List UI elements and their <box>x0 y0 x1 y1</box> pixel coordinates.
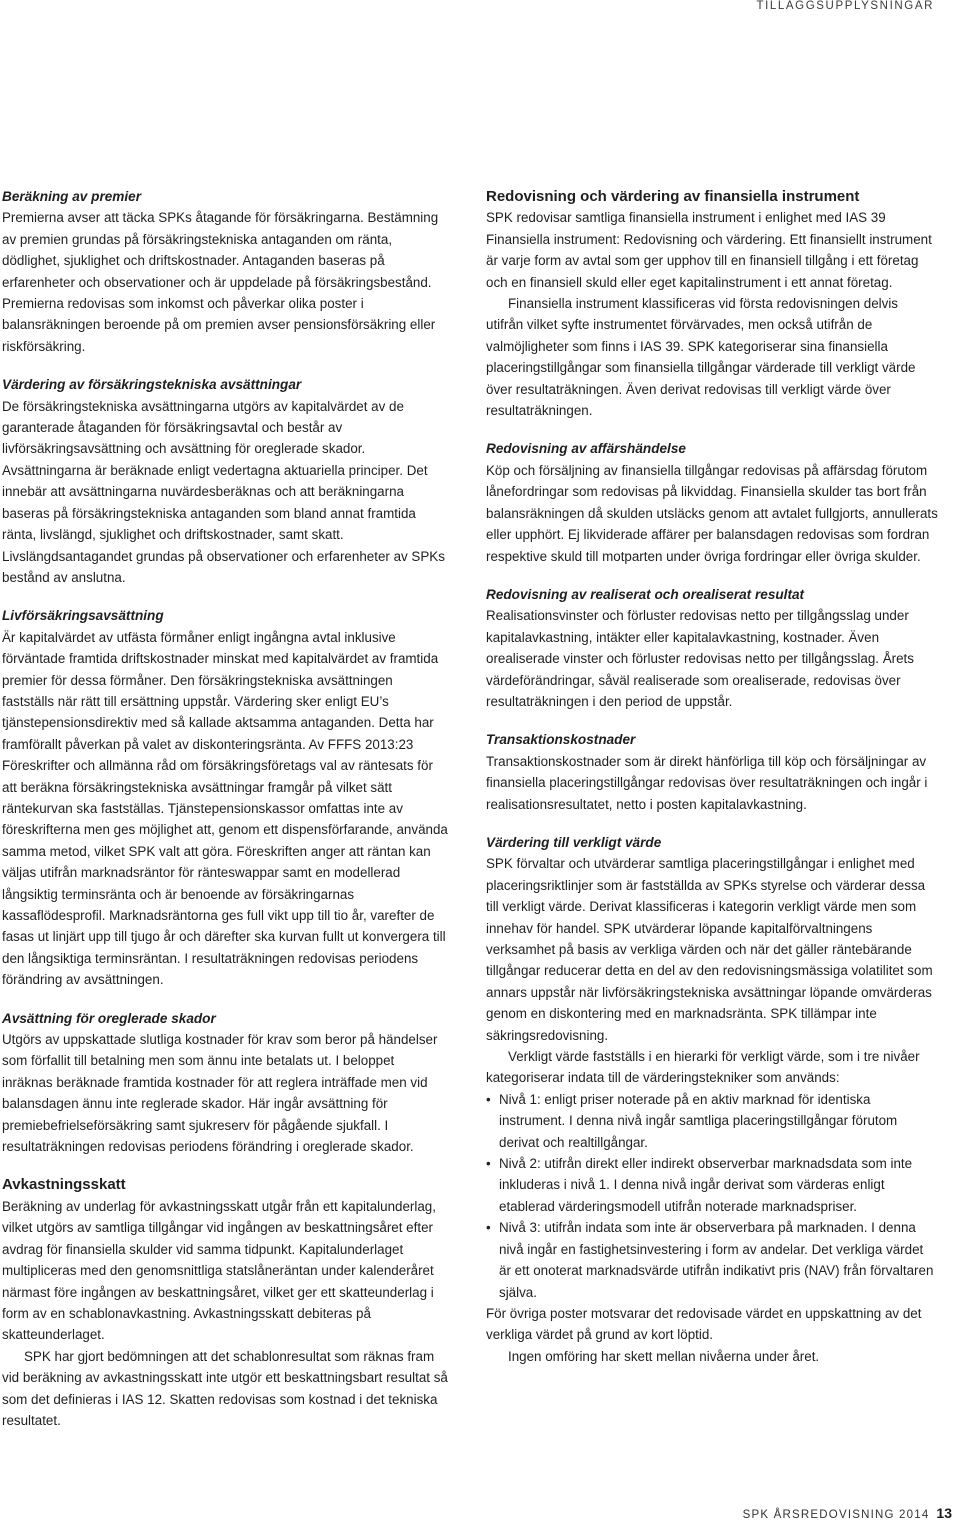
section-vardering-avsattningar <box>2 374 448 588</box>
paragraph: SPK har gjort bedömningen att det schablonresultat som räknas fram vid beräkning av avkastningsskatt inte utgör ett beskattningsbart resultat så som det definieras i IAS 12. Skatten redovisas som kostnad i det tekniska resultatet. <box>2 1348 448 1428</box>
section-heading: Redovisning och värdering av finansiella instrument <box>486 188 860 205</box>
paragraph: Finansiella instrument klassificeras vid första redovisningen delvis utifrån vilket syfte instrumentet förvärvades, men också utifrån de valmöjligheter som finns i IAS 39. SPK kategoriserar sina finansiella placeringstillgångar som finansiella tillgångar värderade till verkligt värde över resultaträkningen. Även derivat redovisas till verkligt värde över resultaträkningen. <box>486 296 916 419</box>
section-heading: Redovisning av affärshändelse <box>486 441 686 457</box>
section-heading: Transaktionskostnader <box>486 732 636 748</box>
section-realiserat-resultat <box>486 584 938 712</box>
section-verkligt-varde <box>486 832 938 1367</box>
paragraph: SPK förvaltar och utvärderar samtliga placeringstillgångar i enlighet med placeringsriktlinjer som är fastställda av SPKs styrelse och värderar dessa till verkligt värde. Derivat klassificeras i kategorin verkligt värde men som innehav för handel. SPK utvärderar löpande kapitalförvaltningens verksamhet på basis av verkliga värden och när det gäller räntebärande tillgångar reducerar detta en del av den redovisningsmässiga volatilitet som annars uppstår när livförsäkringstekniska avsättningar löpande omvärderas genom en diskontering med en marknadsränta. SPK tillämpar inte säkringsredovisning. <box>486 856 933 1043</box>
list-item: • Nivå 3: utifrån indata som inte är observerbara på marknaden. I denna nivå ingår en fastighetsinvestering i form av andelar. Det verkliga värdet är ett onoterat marknadsvärde utifrån indikativt pris (NAV) från förvaltaren själva. <box>486 1217 938 1303</box>
right-column <box>486 186 938 1384</box>
paragraph: Ingen omföring har skett mellan nivåerna under året. <box>508 1348 820 1364</box>
paragraph: SPK redovisar samtliga finansiella instrument i enlighet med IAS 39 Finansiella instrument: Redovisning och värdering. Ett finansiellt instrument är varje form av avtal som ger upphov till en finansiell tillgång i ett företag och en finansiell skuld eller eget kapitalinstrument i ett annat företag. <box>486 210 932 290</box>
section-livforsakringsavsattning <box>2 605 448 990</box>
paragraph: För övriga poster motsvarar det redovisade värdet en uppskattning av det verkliga värdet på grund av kort löptid. <box>486 1305 922 1343</box>
paragraph: Realisationsvinster och förluster redovisas netto per tillgångsslag under kapitalavkastning, intäkter eller kapitalavkastning, kostnader. Även orealiserade vinster och förluster redovisas netto per tillgångsslag. Årets värdeförändringar, såväl realiserade som orealiserade, redovisas över resultaträkningen i den period de uppstår. <box>486 608 914 709</box>
section-heading: Livförsäkringsavsättning <box>2 608 164 624</box>
page-footer <box>743 1505 952 1523</box>
section-heading: Värdering av försäkringstekniska avsättningar <box>2 377 302 393</box>
section-heading: Värdering till verkligt värde <box>486 834 662 850</box>
section-finansiella-instrument <box>486 186 938 421</box>
section-heading: Avsättning för oreglerade skador <box>2 1010 216 1026</box>
section-affarshandelse <box>486 438 938 566</box>
level-list <box>486 1089 938 1303</box>
left-column <box>2 186 448 1448</box>
section-heading: Beräkning av premier <box>2 189 142 204</box>
paragraph: Beräkning av underlag för avkastningsskatt utgår från ett kapitalunderlag, vilket utgörs av samtliga tillgångar vid ingången av beskattningsåret efter avdrag för finansiella skulder vid samma tidpunkt. Kapitalunderlaget multipliceras med den genomsnittliga statslåneräntan under kalenderåret närmast före ingången av beskattningsåret, vilket ger ett skatteunderlag i form av en schablonavkastning. Avkastningsskatt debiteras på skatteunderlaget. <box>2 1198 436 1343</box>
section-oreglerade-skador <box>2 1008 448 1158</box>
paragraph: Är kapitalvärdet av utfästa förmåner enligt ingångna avtal inklusive förväntade framtida driftskostnader minskat med kapitalvärdet av framtida premier för dessa förmåner. Den försäkringstekniska avsättningen fastställs när rätt till ersättning uppstår. Värdering sker enligt EU’s tjänstepensionsdirektiv med så kallade aktsamma antaganden. Detta har framförallt påverkan på valet av diskonteringsränta. Av FFFS 2013:23 Föreskrifter och allmänna råd om försäkringsföretags val av räntesats för att beräkna försäkringstekniska avsättningar framgår på vilket sätt räntekurvan ska fastställas. Tjänstepensionskassor omfattas inte av föreskrifterna men ges möjlighet att, genom ett dispensförfarande, använda samma metod, vilket SPK valt att göra. Föreskriften anger att räntan kan väljas utifrån marknadsräntor för ränteswappar samt en modellerad långsiktig terminsränta och är benoende av försäkringarnas kassaflödesprofil. Marknadsräntorna ges full vikt upp till tio år, varefter de fasas ut linjärt upp till tjugo år och därefter ska kurvan fullt ut konvergera till den långsiktiga terminsräntan. I resultaträkningen redovisas periodens förändring av avsättningen. <box>2 629 448 988</box>
footer-label: SPK ÅRSREDOVISNING 2014 <box>742 1509 930 1521</box>
paragraph: Transaktionskostnader som är direkt hänförliga till köp och försäljningar av finansiella placeringstillgångar redovisas över resultaträkningen och ingår i realisationsresultatet, netto i posten kapitalavkastning. <box>486 753 928 812</box>
paragraph: Verkligt värde fastställs i en hierarki för verkligt värde, som i tre nivåer kategoriserar indata till de värderingstekniker som används: <box>486 1049 920 1086</box>
paragraph: Premierna avser att täcka SPKs åtagande för försäkringarna. Bestämning av premien grundas på försäkringstekniska antaganden om ränta, dödlighet, sjuklighet och driftskostnader. Antaganden baseras på erfarenheter och observationer och är uppdelade på försäkringsbestånd. Premierna redovisas som inkomst och påverkar olika poster i balansräkningen beroende på om premien avser pensionsförsäkring eller riskförsäkring. <box>2 210 439 354</box>
running-head: TILLÄGGSUPPLYSNINGAR <box>756 0 934 12</box>
section-premier <box>2 186 448 357</box>
list-item: • Nivå 2: utifrån direkt eller indirekt observerbar marknadsdata som inte inkluderas i nivå 1. I denna nivå ingår derivat som värderas enligt etablerad värderingsmodell utifrån noterade marknadspriser. <box>486 1153 938 1217</box>
section-heading: Avkastningsskatt <box>2 1176 126 1194</box>
section-transaktionskostnader <box>486 729 938 815</box>
page-number: 13 <box>936 1505 952 1521</box>
section-heading: Redovisning av realiserat och orealiserat resultat <box>486 586 805 602</box>
list-item: • Nivå 1: enligt priser noterade på en aktiv marknad för identiska instrument. I denna nivå ingår samtliga placeringstillgångar förutom derivat och realtillgångar. <box>486 1089 938 1153</box>
section-avkastningsskatt <box>2 1174 448 1431</box>
paragraph: Köp och försäljning av finansiella tillgångar redovisas på affärsdag förutom lånefordringar som redovisas på likviddag. Finansiella skulder tas bort från balansräkningen då skulden utsläcks genom att avtalet fullgjorts, annullerats eller upphört. Ej likviderade affärer per balansdagen redovisas som fordran respektive skuld till motparten under övriga fordringar eller övriga skulder. <box>486 462 938 564</box>
paragraph: De försäkringstekniska avsättningarna utgörs av kapitalvärdet av de garanterade åtaganden för försäkringsavtal och består av livförsäkringsavsättning och avsättning för oreglerade skador. Avsättningarna är beräknade enligt vedertagna aktuariella principer. Det innebär att avsättningarna nuvärdesberäknas och att beräkningarna baseras på försäkringstekniska antaganden som bland annat framtida ränta, livslängd, sjuklighet och driftskostnader, samt skatt. Livslängdsantagandet grundas på observationer och erfarenheter av SPKs bestånd av anslutna. <box>2 398 445 585</box>
paragraph: Utgörs av uppskattade slutliga kostnader för krav som beror på händelser som förfallit till betalning men som ännu inte betalats ut. I beloppet inräknas beräknade framtida kostnader för att reglera inträffade men vid balansdagen ännu inte reglerade skador. Här ingår avsättning för premiebefrielseförsäkring samt sjukreserv för pågående sjukfall. I resultaträkningen redovisas periodens förändring i oreglerade skador. <box>2 1032 438 1155</box>
